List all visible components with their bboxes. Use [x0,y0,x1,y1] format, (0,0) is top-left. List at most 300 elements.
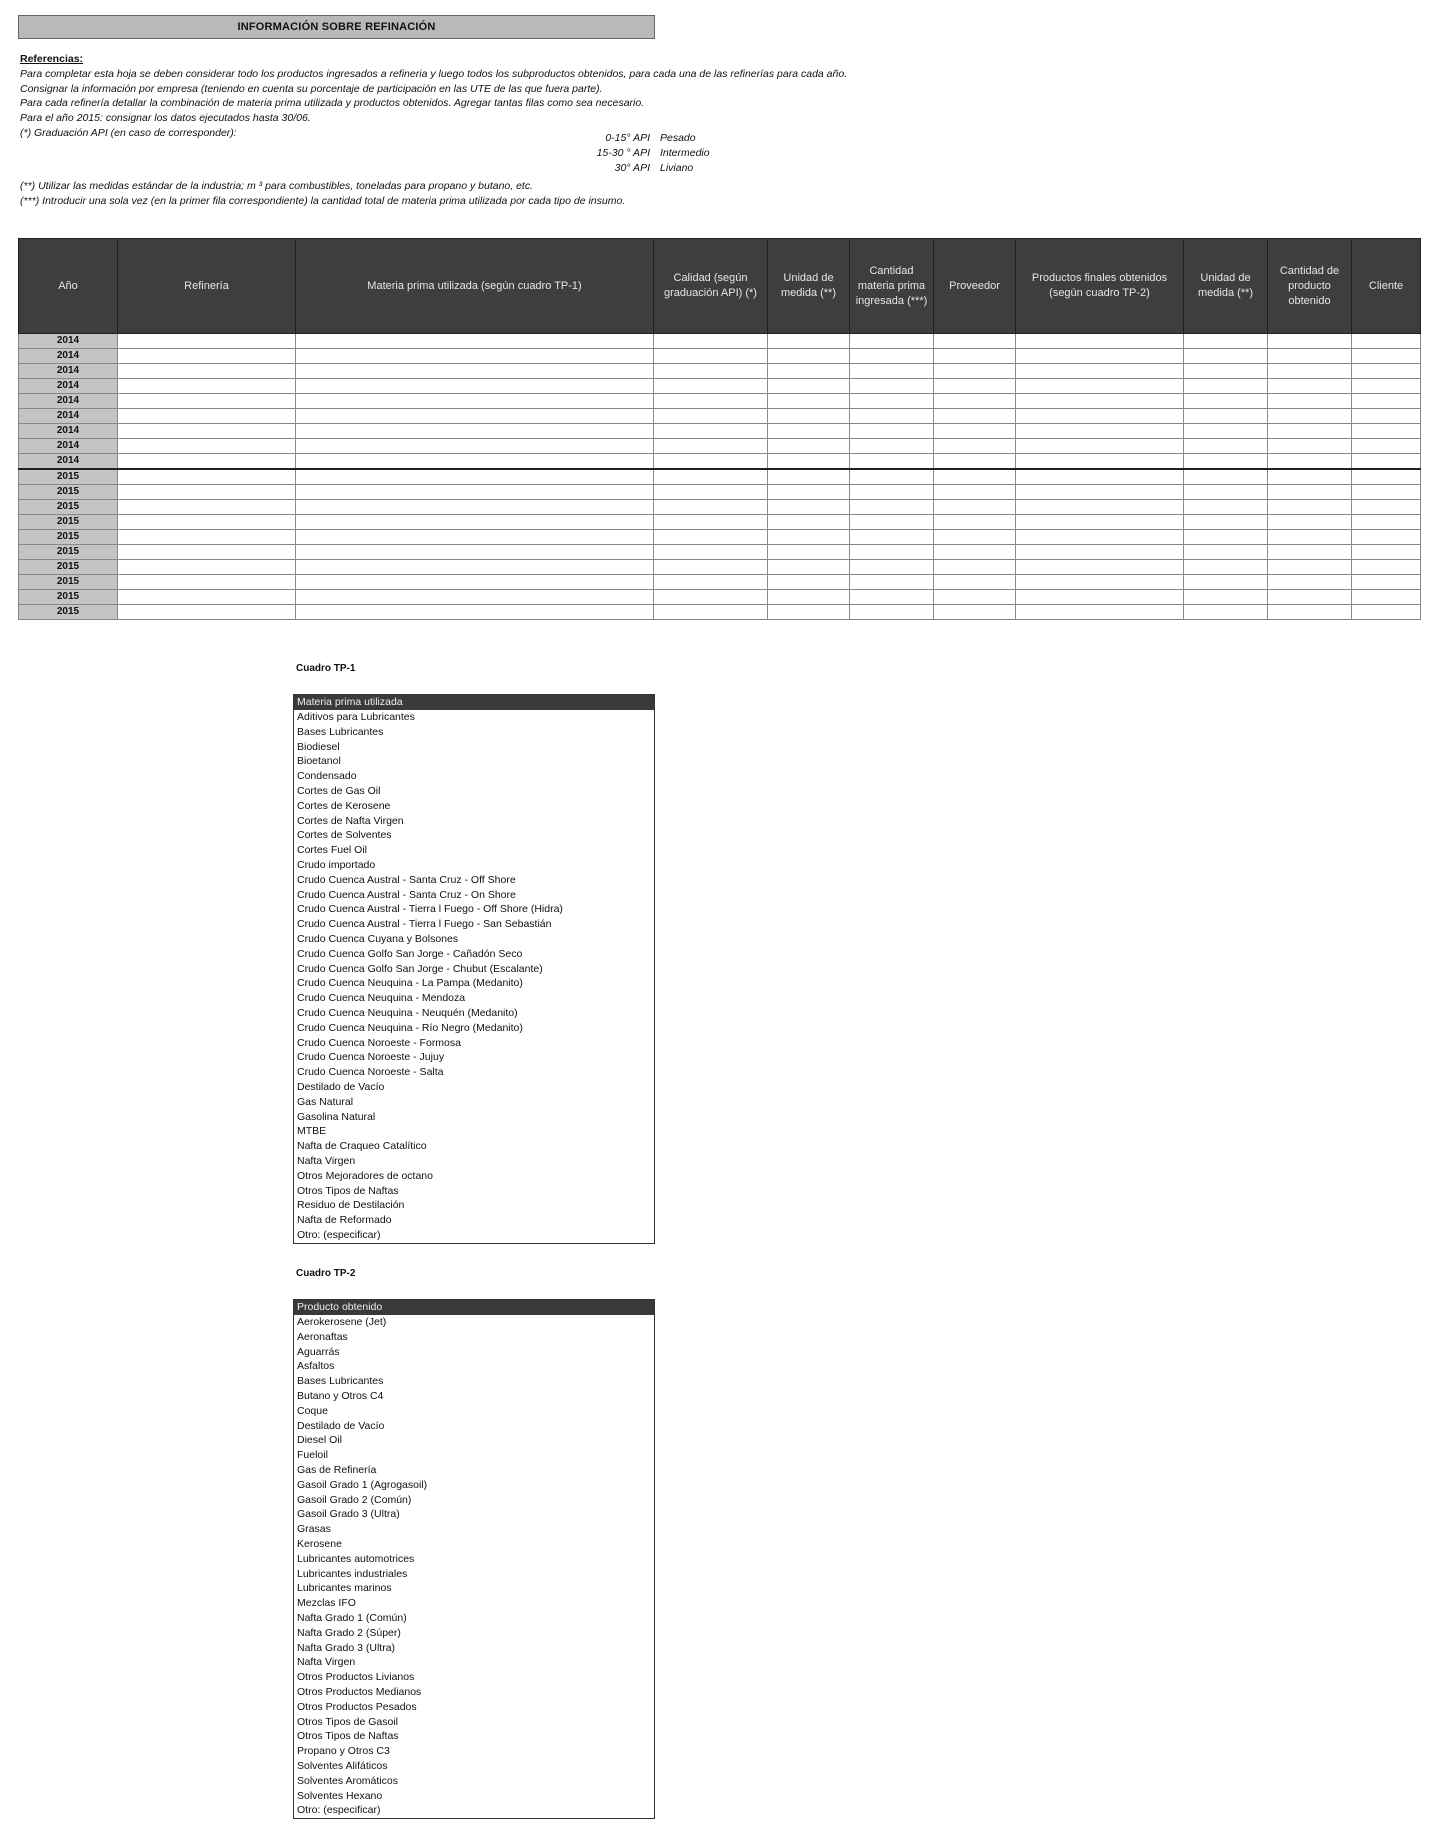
input-cell[interactable] [1016,590,1184,605]
input-cell[interactable] [768,485,850,500]
input-cell[interactable] [1268,545,1352,560]
input-cell[interactable] [1016,409,1184,424]
list-item[interactable]: Gasolina Natural [297,1110,376,1123]
list-item[interactable]: Grasas [297,1523,331,1536]
input-cell[interactable] [768,530,850,545]
list-item[interactable]: Mezclas IFO [297,1597,356,1610]
input-cell[interactable] [1184,379,1268,394]
list-item[interactable]: Crudo Cuenca Cuyana y Bolsones [297,932,459,945]
table-row [19,605,1421,620]
list-item[interactable]: Otros Mejoradores de octano [297,1169,433,1182]
input-cell[interactable] [296,515,654,530]
input-cell[interactable] [296,575,654,590]
cuadro-tp1-list [293,694,655,1244]
table-row [19,394,1421,409]
input-cell[interactable] [1184,560,1268,575]
input-cell[interactable] [1352,500,1421,515]
input-cell[interactable] [850,590,934,605]
table-row [19,530,1421,545]
input-cell[interactable] [654,409,768,424]
table-row [19,485,1421,500]
input-cell[interactable] [1268,349,1352,364]
list-item[interactable]: Gas de Refinería [297,1463,377,1476]
input-cell[interactable] [850,409,934,424]
input-cell[interactable] [934,560,1016,575]
input-cell[interactable] [1016,379,1184,394]
input-cell[interactable] [850,515,934,530]
list-item[interactable]: Residuo de Destilación [297,1199,405,1212]
input-cell[interactable] [850,560,934,575]
input-cell[interactable] [296,409,654,424]
input-cell[interactable] [1184,424,1268,439]
input-cell[interactable] [1016,364,1184,379]
list-item[interactable]: Nafta Virgen [297,1656,356,1669]
input-cell[interactable] [296,560,654,575]
input-cell[interactable] [1184,349,1268,364]
input-cell[interactable] [1268,334,1352,349]
input-cell[interactable] [118,424,296,439]
table-row [19,349,1421,364]
input-cell[interactable] [118,530,296,545]
input-cell[interactable] [850,485,934,500]
input-cell[interactable] [1352,394,1421,409]
input-cell[interactable] [654,485,768,500]
input-cell[interactable] [850,394,934,409]
input-cell[interactable] [1016,469,1184,485]
input-cell[interactable] [1016,530,1184,545]
input-cell[interactable] [1184,454,1268,470]
input-cell[interactable] [1268,409,1352,424]
input-cell[interactable] [934,439,1016,454]
list-item[interactable]: Destilado de Vacío [297,1419,385,1432]
input-cell[interactable] [768,605,850,620]
input-cell[interactable] [654,545,768,560]
list-item[interactable]: Nafta de Craqueo Catalítico [297,1140,427,1153]
input-cell[interactable] [1016,454,1184,470]
list-item[interactable]: Crudo Cuenca Neuquina - Mendoza [297,992,466,1005]
input-cell[interactable] [1016,500,1184,515]
input-cell[interactable] [654,469,768,485]
table-header-row [19,239,1421,334]
input-cell[interactable] [934,530,1016,545]
table-row [19,560,1421,575]
input-cell[interactable] [934,515,1016,530]
input-cell[interactable] [768,515,850,530]
input-cell[interactable] [1184,364,1268,379]
input-cell[interactable] [1268,515,1352,530]
input-cell[interactable] [768,590,850,605]
list-item[interactable]: Crudo Cuenca Austral - Santa Cruz - On Shore [297,888,516,901]
input-cell[interactable] [850,334,934,349]
input-cell[interactable] [1016,394,1184,409]
input-cell[interactable] [934,545,1016,560]
input-cell[interactable] [1184,409,1268,424]
input-cell[interactable] [118,349,296,364]
list-item[interactable]: Aeronaftas [297,1330,348,1343]
input-cell[interactable] [118,454,296,470]
input-cell[interactable] [1352,379,1421,394]
input-cell[interactable] [654,515,768,530]
input-cell[interactable] [1352,334,1421,349]
input-cell[interactable] [296,485,654,500]
input-cell[interactable] [768,575,850,590]
list-item[interactable]: Otros Tipos de Naftas [297,1730,399,1743]
input-cell[interactable] [850,500,934,515]
input-cell[interactable] [1184,485,1268,500]
input-cell[interactable] [296,424,654,439]
list-item[interactable]: Otro: (especificar) [297,1228,381,1241]
input-cell[interactable] [296,545,654,560]
input-cell[interactable] [654,394,768,409]
input-cell[interactable] [1016,439,1184,454]
list-item[interactable]: Lubricantes automotrices [297,1552,415,1565]
list-item[interactable]: Crudo Cuenca Noroeste - Formosa [297,1036,461,1049]
input-cell[interactable] [850,605,934,620]
input-cell[interactable] [118,605,296,620]
year-cell: 2014 [19,409,118,424]
input-cell[interactable] [1016,560,1184,575]
input-cell[interactable] [654,590,768,605]
input-cell[interactable] [1352,454,1421,470]
input-cell[interactable] [654,439,768,454]
list-item[interactable]: Bases Lubricantes [297,725,384,738]
input-cell[interactable] [850,424,934,439]
list-item[interactable]: Crudo Cuenca Neuquina - Neuquén (Medanito) [297,1006,518,1019]
input-cell[interactable] [118,560,296,575]
input-cell[interactable] [934,379,1016,394]
input-cell[interactable] [654,605,768,620]
input-cell[interactable] [768,394,850,409]
input-cell[interactable] [768,560,850,575]
list-item[interactable]: Cortes de Kerosene [297,799,391,812]
list-item[interactable]: Nafta Virgen [297,1154,356,1167]
year-cell: 2014 [19,454,118,470]
input-cell[interactable] [850,530,934,545]
input-cell[interactable] [1352,590,1421,605]
input-cell[interactable] [768,439,850,454]
input-cell[interactable] [934,590,1016,605]
api-label: Pesado [660,132,696,144]
input-cell[interactable] [850,545,934,560]
api-range: 15-30 ° API [596,147,650,159]
year-cell: 2015 [19,530,118,545]
input-cell[interactable] [768,334,850,349]
input-cell[interactable] [654,424,768,439]
input-cell[interactable] [850,379,934,394]
input-cell[interactable] [296,469,654,485]
list-item[interactable]: Otros Tipos de Naftas [297,1184,399,1197]
reference-line: Para completar esta hoja se deben considerar todo los productos ingresados a refineria y luego todos los subproductos obtenidos, para cada una de las refinerías para cada año. [20,67,848,80]
list-item[interactable]: Otros Productos Medianos [297,1685,422,1698]
list-item[interactable]: Aditivos para Lubricantes [297,711,415,723]
input-cell[interactable] [1352,424,1421,439]
list-item[interactable]: Crudo Cuenca Golfo San Jorge - Cañadón Seco [297,947,523,960]
input-cell[interactable] [1352,409,1421,424]
input-cell[interactable] [1184,590,1268,605]
input-cell[interactable] [1268,379,1352,394]
list-item[interactable]: Crudo Cuenca Austral - Tierra l Fuego - Off Shore (Hidra) [297,903,563,916]
year-cell: 2014 [19,379,118,394]
input-cell[interactable] [934,424,1016,439]
api-label: Liviano [660,162,694,174]
input-cell[interactable] [1352,439,1421,454]
list-item[interactable]: Butano y Otros C4 [297,1389,384,1402]
input-cell[interactable] [1352,349,1421,364]
input-cell[interactable] [1268,439,1352,454]
input-cell[interactable] [850,439,934,454]
reference-line: Para cada refinería detallar la combinación de materia prima utilizada y productos obtenidos. Agregar tantas filas como sea necesario. [20,97,645,110]
input-cell[interactable] [1268,485,1352,500]
input-cell[interactable] [1016,349,1184,364]
input-cell[interactable] [118,469,296,485]
list-item[interactable]: Solventes Alifáticos [297,1759,388,1772]
input-cell[interactable] [296,364,654,379]
list-item[interactable]: Coque [297,1404,328,1417]
input-cell[interactable] [768,379,850,394]
input-cell[interactable] [118,334,296,349]
list-item[interactable]: Kerosene [297,1537,342,1550]
input-cell[interactable] [1016,575,1184,590]
input-cell[interactable] [1268,575,1352,590]
input-cell[interactable] [850,364,934,379]
input-cell[interactable] [654,349,768,364]
list-item[interactable]: Cortes Fuel Oil [297,844,368,857]
input-cell[interactable] [118,545,296,560]
list-item[interactable]: Cortes de Gas Oil [297,784,381,797]
input-cell[interactable] [1352,530,1421,545]
input-cell[interactable] [296,530,654,545]
list-item[interactable]: Otros Productos Pesados [297,1700,417,1713]
input-cell[interactable] [1352,575,1421,590]
list-item[interactable]: Destilado de Vacío [297,1080,385,1093]
input-cell[interactable] [1016,424,1184,439]
input-cell[interactable] [1268,394,1352,409]
table-row [19,545,1421,560]
input-cell[interactable] [768,409,850,424]
input-cell[interactable] [768,364,850,379]
input-cell[interactable] [1184,515,1268,530]
input-cell[interactable] [1184,469,1268,485]
table-row [19,515,1421,530]
input-cell[interactable] [1268,364,1352,379]
list-item[interactable]: Otros Productos Livianos [297,1671,415,1684]
year-cell: 2015 [19,560,118,575]
input-cell[interactable] [1184,605,1268,620]
list-item[interactable]: Propano y Otros C3 [297,1745,390,1758]
input-cell[interactable] [1352,515,1421,530]
list-item[interactable]: Solventes Aromáticos [297,1774,398,1787]
footnote: (**) Utilizar las medidas estándar de la industria; m ³ para combustibles, toneladas para propano y butano, etc. [20,180,534,192]
list-item[interactable]: Lubricantes marinos [297,1582,392,1595]
input-cell[interactable] [1352,605,1421,620]
list-item[interactable]: Crudo Cuenca Golfo San Jorge - Chubut (Escalante) [297,962,543,975]
input-cell[interactable] [934,364,1016,379]
list-item[interactable]: Crudo Cuenca Neuquina - La Pampa (Medanito) [297,977,523,990]
input-cell[interactable] [768,454,850,470]
year-cell: 2014 [19,394,118,409]
input-cell[interactable] [1184,334,1268,349]
table-row [19,469,1421,485]
list-item[interactable]: Crudo Cuenca Neuquina - Río Negro (Medanito) [297,1021,523,1034]
list-item[interactable]: Crudo Cuenca Austral - Tierra l Fuego - San Sebastián [297,918,552,931]
column-header: Materia prima utilizada (según cuadro TP-1) [296,239,654,334]
list-item[interactable]: Aerokerosene (Jet) [297,1316,387,1328]
list-item[interactable]: Gasoil Grado 1 (Agrogasoil) [297,1478,428,1491]
input-cell[interactable] [934,575,1016,590]
input-cell[interactable] [1352,364,1421,379]
input-cell[interactable] [1268,469,1352,485]
input-cell[interactable] [118,500,296,515]
input-cell[interactable] [934,334,1016,349]
input-cell[interactable] [296,349,654,364]
list-item[interactable]: Nafta Grado 3 (Ultra) [297,1641,396,1654]
list-item[interactable]: Otro: (especificar) [297,1804,381,1817]
list-item[interactable]: Gas Natural [297,1095,354,1108]
input-cell[interactable] [934,349,1016,364]
input-cell[interactable] [768,500,850,515]
input-cell[interactable] [850,454,934,470]
reference-line: (*) Graduación API (en caso de corresponder): [20,126,237,139]
year-cell: 2014 [19,424,118,439]
input-cell[interactable] [296,605,654,620]
reference-line: Para el año 2015: consignar los datos ejecutados hasta 30/06. [20,112,311,125]
input-cell[interactable] [1016,485,1184,500]
api-label: Intermedio [660,147,710,159]
input-cell[interactable] [934,485,1016,500]
input-cell[interactable] [850,469,934,485]
input-cell[interactable] [654,364,768,379]
list-item[interactable]: Crudo Cuenca Austral - Santa Cruz - Off Shore [297,873,516,886]
input-cell[interactable] [1268,500,1352,515]
list-item[interactable]: Asfaltos [297,1360,335,1373]
input-cell[interactable] [934,605,1016,620]
cuadro-tp2-list [293,1299,655,1819]
year-cell: 2015 [19,469,118,485]
input-cell[interactable] [768,424,850,439]
cuadro-tp2-title: Cuadro TP-2 [296,1268,356,1279]
input-cell[interactable] [768,545,850,560]
api-range: 30° API [614,162,650,174]
input-cell[interactable] [118,439,296,454]
footnote: (***) Introducir una sola vez (en la primer fila correspondiente) la cantidad total de materia prima utilizada por cada tipo de insumo. [20,195,626,207]
input-cell[interactable] [118,379,296,394]
input-cell[interactable] [1184,575,1268,590]
list-item[interactable]: Nafta Grado 1 (Común) [297,1611,407,1624]
column-header: Cantidad de producto obtenido [1268,239,1352,334]
list-item[interactable]: Aguarrás [297,1345,340,1358]
input-cell[interactable] [296,439,654,454]
input-cell[interactable] [654,500,768,515]
input-cell[interactable] [1184,545,1268,560]
input-cell[interactable] [1268,454,1352,470]
input-cell[interactable] [296,334,654,349]
input-cell[interactable] [934,500,1016,515]
input-cell[interactable] [1016,515,1184,530]
year-cell: 2015 [19,515,118,530]
input-cell[interactable] [118,485,296,500]
table-row [19,454,1421,470]
input-cell[interactable] [1016,605,1184,620]
input-cell[interactable] [654,334,768,349]
list-item[interactable]: Diesel Oil [297,1434,342,1447]
list-item[interactable]: Cortes de Solventes [297,829,392,842]
table-row [19,379,1421,394]
year-cell: 2014 [19,334,118,349]
input-cell[interactable] [118,409,296,424]
input-cell[interactable] [1016,334,1184,349]
input-cell[interactable] [654,560,768,575]
table-row [19,575,1421,590]
input-cell[interactable] [768,469,850,485]
input-cell[interactable] [1268,530,1352,545]
list-item[interactable]: Lubricantes industriales [297,1567,408,1580]
input-cell[interactable] [1268,605,1352,620]
input-cell[interactable] [768,349,850,364]
input-cell[interactable] [296,454,654,470]
list-item[interactable]: Fueloil [297,1449,328,1462]
input-cell[interactable] [654,575,768,590]
input-cell[interactable] [850,575,934,590]
input-cell[interactable] [934,454,1016,470]
input-cell[interactable] [118,590,296,605]
input-cell[interactable] [1184,439,1268,454]
input-cell[interactable] [296,379,654,394]
list-item[interactable]: Crudo importado [297,858,376,871]
list-item[interactable]: MTBE [297,1125,327,1138]
input-cell[interactable] [934,394,1016,409]
input-cell[interactable] [1352,560,1421,575]
input-cell[interactable] [1352,485,1421,500]
list-item[interactable]: Cortes de Nafta Virgen [297,814,404,827]
input-cell[interactable] [1268,424,1352,439]
input-cell[interactable] [296,394,654,409]
input-cell[interactable] [934,409,1016,424]
list-item[interactable]: Crudo Cuenca Noroeste - Salta [297,1066,444,1079]
input-cell[interactable] [296,500,654,515]
list-item[interactable]: Nafta Grado 2 (Súper) [297,1626,401,1639]
list-item[interactable]: Nafta de Reformado [297,1214,392,1227]
input-cell[interactable] [1352,545,1421,560]
input-cell[interactable] [118,575,296,590]
input-cell[interactable] [1268,560,1352,575]
list-item[interactable]: Solventes Hexano [297,1789,383,1802]
input-cell[interactable] [118,364,296,379]
input-cell[interactable] [654,379,768,394]
input-cell[interactable] [1184,530,1268,545]
list-item[interactable]: Gasoil Grado 3 (Ultra) [297,1508,400,1521]
input-cell[interactable] [1184,500,1268,515]
input-cell[interactable] [118,394,296,409]
input-cell[interactable] [1016,545,1184,560]
list-item[interactable]: Bases Lubricantes [297,1375,384,1388]
input-cell[interactable] [934,469,1016,485]
table-row [19,500,1421,515]
input-cell[interactable] [654,454,768,470]
input-cell[interactable] [850,349,934,364]
list-item[interactable]: Condensado [297,770,357,783]
list-item[interactable]: Crudo Cuenca Noroeste - Jujuy [297,1051,445,1064]
input-cell[interactable] [118,515,296,530]
input-cell[interactable] [1352,469,1421,485]
list-item[interactable]: Biodiesel [297,740,340,753]
input-cell[interactable] [1184,394,1268,409]
input-cell[interactable] [296,590,654,605]
list-item[interactable]: Otros Tipos de Gasoil [297,1715,398,1728]
list-item[interactable]: Bioetanol [297,755,341,768]
input-cell[interactable] [1268,590,1352,605]
input-cell[interactable] [654,530,768,545]
list-item[interactable]: Gasoil Grado 2 (Común) [297,1493,412,1506]
